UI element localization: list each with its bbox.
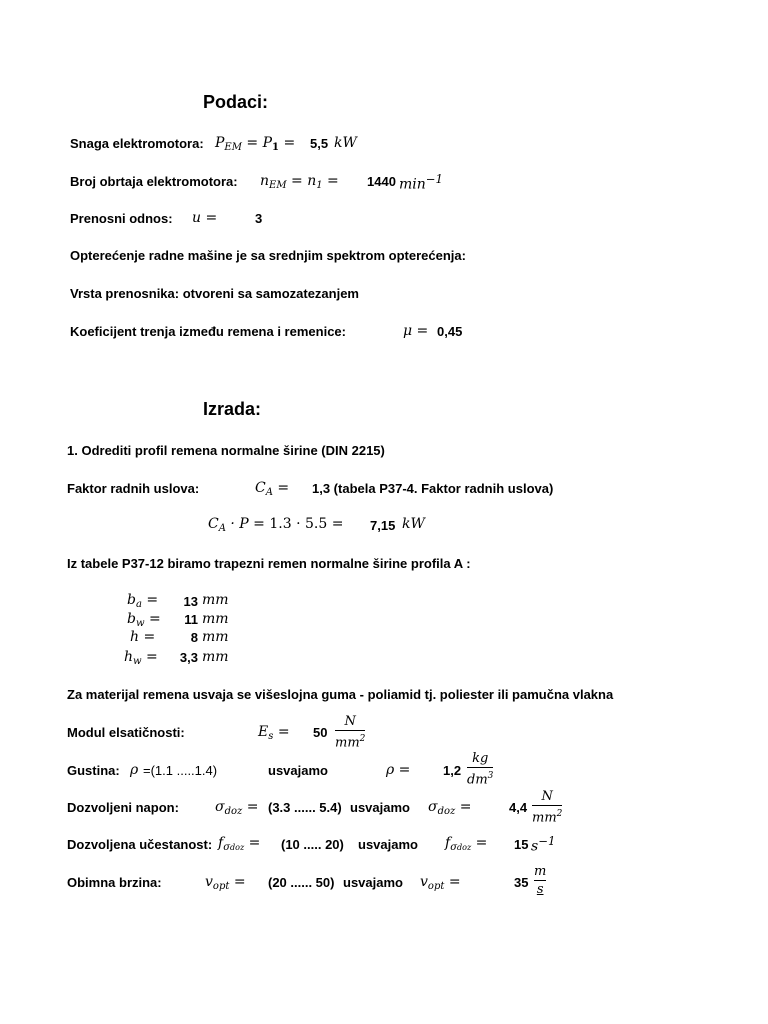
ucestanost-value: 15 — [514, 837, 529, 852]
napon-value: 4,4 — [509, 800, 528, 815]
dim-h-symbol: h = — [130, 629, 156, 645]
trenje-value: 0,45 — [437, 324, 463, 339]
heading-podaci: Podaci: — [203, 92, 269, 112]
modul-formula: $E_s$ = — [258, 724, 290, 742]
gustina-label: Gustina: — [67, 763, 120, 778]
modul-unit: N $mm^2$ — [335, 714, 366, 751]
odnos-formula: u = — [192, 210, 218, 226]
brzina-formula-2: $v_{opt}$ = — [420, 874, 461, 892]
obrtaji-label: Broj obrtaja elektromotora: — [70, 174, 238, 189]
snaga-label: Snaga elektromotora: — [70, 136, 204, 151]
faktor-formula: $C_A$ = — [255, 480, 290, 498]
brzina-unit: m s — [534, 864, 547, 897]
gustina-rho-formula: ρ = — [386, 762, 411, 778]
trenje-formula: μ = — [403, 323, 429, 339]
brzina-value: 35 — [514, 875, 529, 890]
cap-expr: 1.3 · 5.5 = — [269, 516, 344, 532]
dim-ba-value: 13 — [183, 594, 198, 609]
faktor-label: Faktor radnih uslova: — [67, 481, 200, 496]
ucestanost-unit: $s^{-1}$ — [531, 834, 556, 855]
ucestanost-formula: $f_{\sigma doz}$ = — [218, 835, 261, 853]
snaga-value: 5,5 — [310, 136, 329, 151]
dim-hw-symbol: $h_w$ = — [124, 649, 158, 667]
modul-value: 50 — [313, 725, 328, 740]
dim-hw-value: 3,3 — [179, 650, 198, 665]
gustina-unit: kg $dm^3$ — [467, 751, 494, 788]
odnos-value: 3 — [255, 211, 263, 226]
opterecenje-text: Opterećenje radne mašine je sa srednjim spektrom opterećenja: — [70, 248, 466, 263]
gustina-range: =(1.1 .....1.4) — [143, 763, 218, 778]
dim-h-value: 8 — [190, 630, 198, 645]
heading-izrada: Izrada: — [203, 399, 262, 419]
ucestanost-usvajamo: usvajamo — [358, 837, 418, 852]
brzina-range: (20 ...... 50) — [268, 875, 335, 890]
snaga-formula: $P_{EM} = P_1$ = — [215, 135, 296, 153]
ucestanost-label: Dozvoljena učestanost: — [67, 837, 213, 852]
gustina-usvajamo: usvajamo — [268, 763, 328, 778]
dim-hw-unit: mm — [202, 649, 229, 665]
brzina-usvajamo: usvajamo — [343, 875, 403, 890]
cap-formula: $C_A \cdot P = 1.3 \cdot 5.5$ = — [208, 516, 344, 534]
dim-h-unit: mm — [202, 629, 229, 645]
odnos-label: Prenosni odnos: — [70, 211, 173, 226]
gustina-rho-symbol: ρ — [130, 762, 139, 778]
snaga-unit: kW — [334, 135, 357, 151]
dim-bw-symbol: $b_w$ = — [127, 611, 161, 629]
faktor-value: 1,3 (tabela P37-4. Faktor radnih uslova) — [312, 481, 554, 496]
brzina-label: Obimna brzina: — [67, 875, 162, 890]
napon-unit: N $mm^2$ — [532, 789, 563, 826]
gustina-value: 1,2 — [443, 763, 462, 778]
napon-formula: $\sigma_{doz}$ = — [215, 799, 259, 817]
obrtaji-value: 1440 — [367, 174, 396, 189]
dim-bw-value: 11 — [184, 612, 198, 627]
ucestanost-range: (10 ..... 20) — [281, 837, 344, 852]
modul-label: Modul elsatičnosti: — [67, 725, 185, 740]
obrtaji-unit: $\min^{-1}$ — [399, 172, 443, 193]
dim-ba-unit: mm — [202, 592, 229, 608]
vrsta-text: Vrsta prenosnika: otvoreni sa samozatezanjem — [70, 286, 359, 301]
ucestanost-formula-2: $f_{\sigma doz}$ = — [445, 835, 488, 853]
obrtaji-formula: $n_{EM} = n_1$ = — [260, 173, 339, 191]
materijal-text: Za materijal remena usvaja se višeslojna guma - poliamid tj. poliester ili pamučna vlakna — [67, 687, 614, 702]
napon-formula-2: $\sigma_{doz}$ = — [428, 799, 472, 817]
step1-title: 1. Odrediti profil remena normalne širine (DIN 2215) — [67, 443, 385, 458]
tabela-text: Iz tabele P37-12 biramo trapezni remen normalne širine profila A : — [67, 556, 471, 571]
trenje-label: Koeficijent trenja između remena i remenice: — [70, 324, 346, 339]
napon-range: (3.3 ...... 5.4) — [268, 800, 342, 815]
cap-value: 7,15 — [370, 518, 396, 533]
napon-usvajamo: usvajamo — [350, 800, 410, 815]
dim-bw-unit: mm — [202, 611, 229, 627]
cap-unit: kW — [402, 516, 425, 532]
brzina-formula: $v_{opt}$ = — [205, 874, 246, 892]
napon-label: Dozvoljeni napon: — [67, 800, 179, 815]
dim-ba-symbol: $b_a$ = — [127, 592, 159, 610]
